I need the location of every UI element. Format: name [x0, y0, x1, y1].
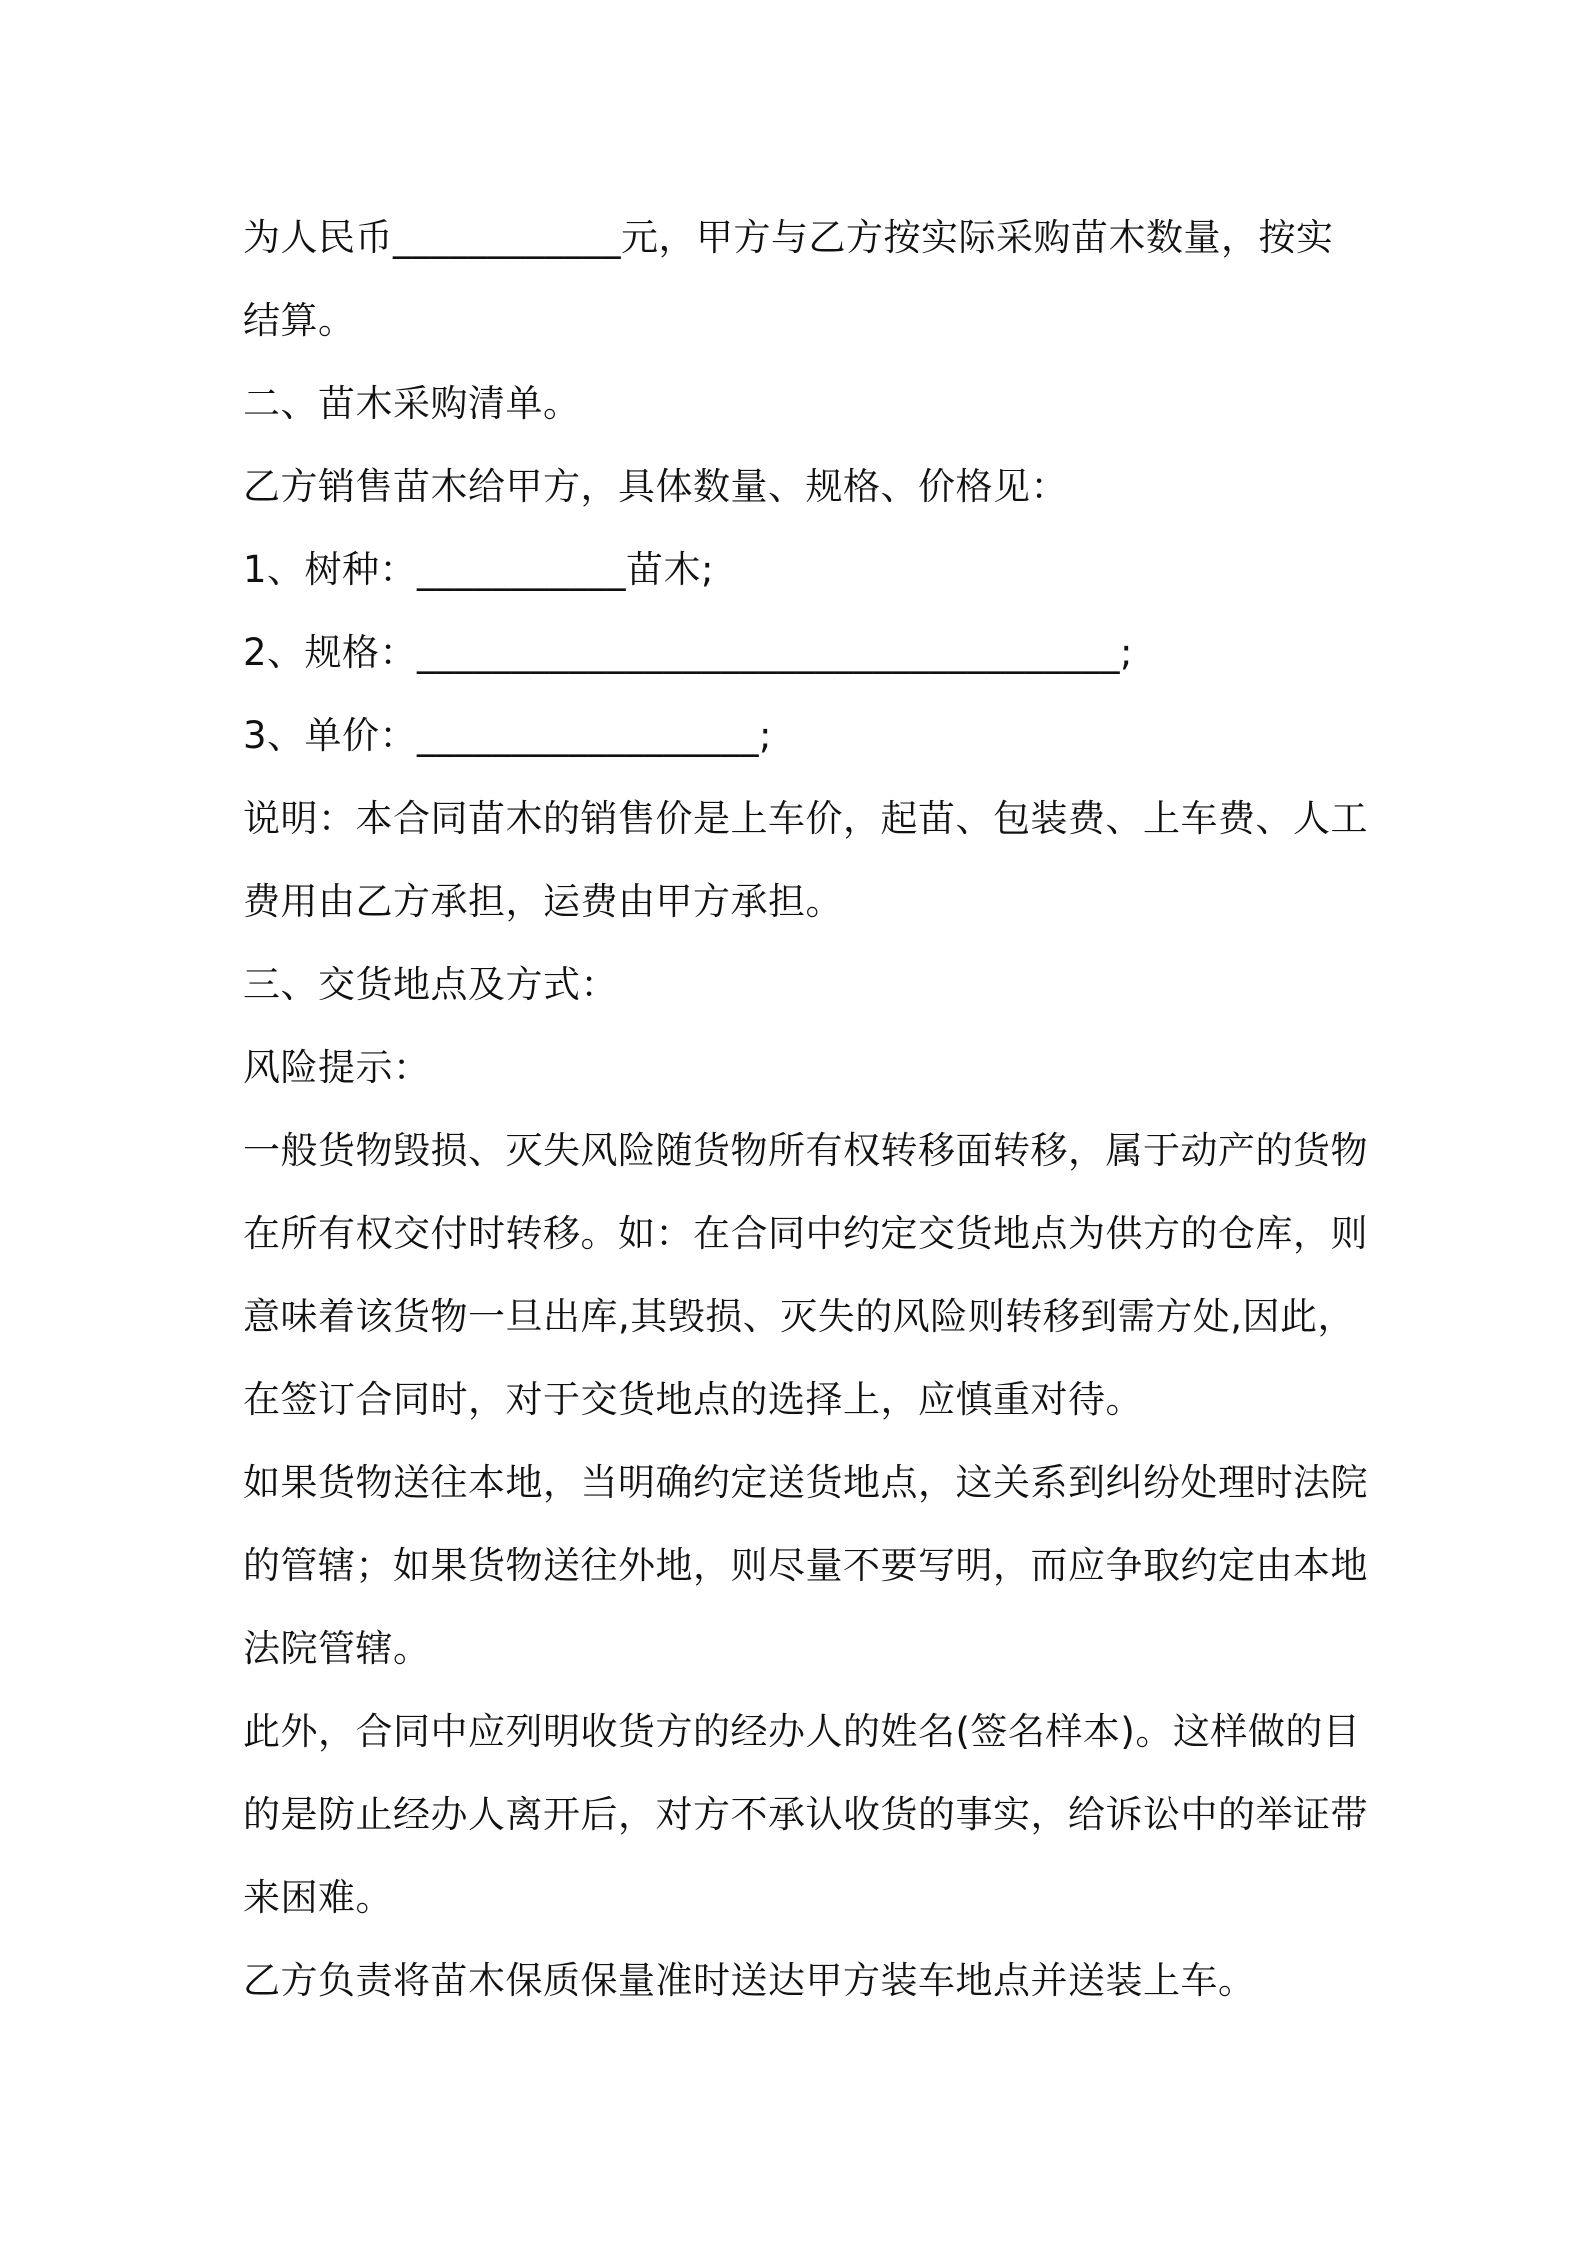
text-line: 一般货物毁损、灭失风险随货物所有权转移面转移，属于动产的货物: [243, 1129, 1368, 1172]
text-line: 说明：本合同苗木的销售价是上车价，起苗、包装费、上车费、人工: [243, 797, 1368, 840]
text-line: 的是防止经办人离开后，对方不承认收货的事实，给诉讼中的举证带: [243, 1793, 1368, 1836]
text-line: 法院管辖。: [243, 1627, 431, 1670]
text-line: 意味着该货物一旦出库,其毁损、灭失的风险则转移到需方处,因此，: [243, 1295, 1356, 1338]
text-line: 为人民币____________元，甲方与乙方按实际采购苗木数量，按实: [243, 216, 1334, 259]
text-line: 费用由乙方承担，运费由甲方承担。: [243, 880, 843, 923]
text-line: 结算。: [243, 299, 356, 342]
text-line: 的管辖；如果货物送往外地，则尽量不要写明，而应争取约定由本地: [243, 1544, 1368, 1587]
text-line: 来困难。: [243, 1876, 393, 1919]
text-line: 乙方销售苗木给甲方，具体数量、规格、价格见：: [243, 465, 1068, 508]
list-item: 2、规格：_____________________________________;: [243, 631, 1134, 674]
text-line: 在所有权交付时转移。如：在合同中约定交货地点为供方的仓库，则: [243, 1212, 1368, 1255]
text-line: 风险提示：: [243, 1046, 431, 1089]
text-line: 在签订合同时，对于交货地点的选择上，应慎重对待。: [243, 1378, 1143, 1421]
list-item: 1、树种：___________苗木;: [243, 548, 715, 591]
text-line: 乙方负责将苗木保质保量准时送达甲方装车地点并送装上车。: [243, 1959, 1256, 2002]
section-heading: 三、交货地点及方式：: [243, 963, 618, 1006]
text-line: 此外，合同中应列明收货方的经办人的姓名(签名样本)。这样做的目: [243, 1710, 1361, 1753]
text-line: 如果货物送往本地，当明确约定送货地点，这关系到纠纷处理时法院: [243, 1461, 1368, 1504]
list-item: 3、单价：__________________;: [243, 714, 773, 757]
section-heading: 二、苗木采购清单。: [243, 382, 581, 425]
document-body: [243, 196, 1368, 2022]
